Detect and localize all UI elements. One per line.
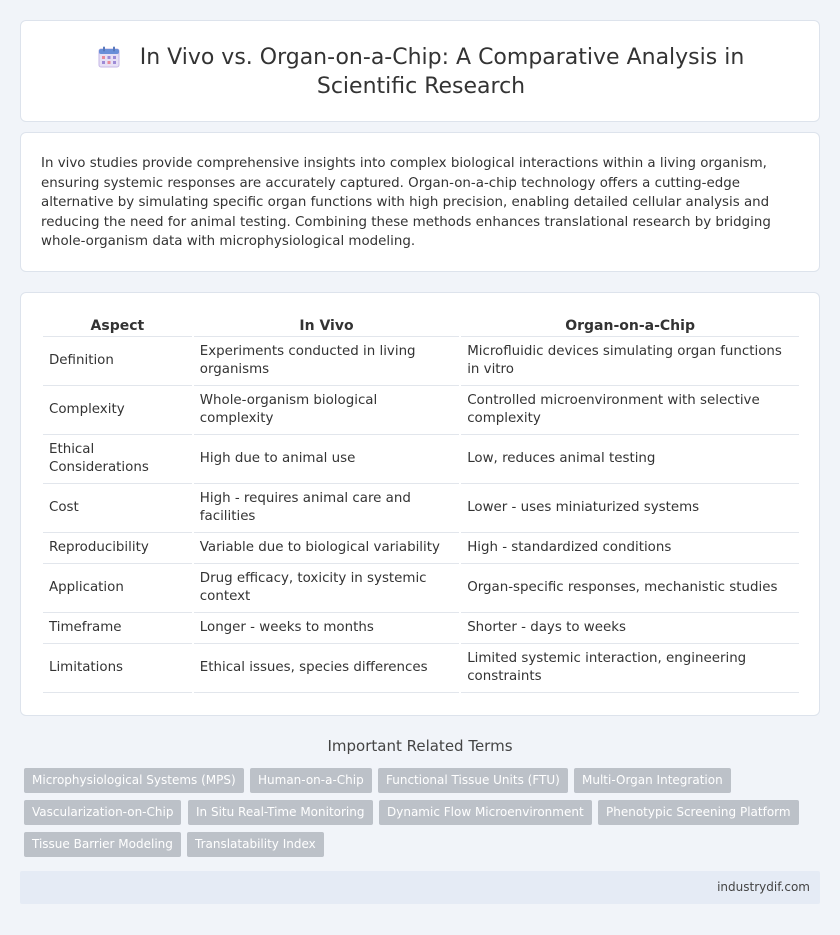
tag-human-on-a-chip[interactable]: Human-on-a-Chip — [250, 768, 372, 793]
footer — [20, 871, 820, 904]
table-cell-aspect: Ethical Considerations — [43, 435, 192, 484]
table-row — [43, 644, 799, 693]
tag-translatability-index[interactable]: Translatability Index — [187, 832, 324, 857]
page-title-text: In Vivo vs. Organ-on-a-Chip: A Comparative Analysis in Scientific Research — [139, 45, 745, 99]
tag-tissue-barrier-modeling[interactable]: Tissue Barrier Modeling — [24, 832, 181, 857]
table-header-row — [43, 315, 799, 337]
related-terms-title: Important Related Terms — [327, 737, 513, 755]
page-title — [21, 43, 821, 101]
table-cell-aspect: Cost — [43, 484, 192, 533]
table-cell-aspect: Definition — [43, 337, 192, 386]
table-cell-in-vivo: Experiments conducted in living organisms — [194, 337, 459, 386]
table-cell-organ-on-a-chip: Low, reduces animal testing — [461, 435, 799, 484]
tag-phenotypic-screening-platform[interactable]: Phenotypic Screening Platform — [598, 800, 799, 825]
table-cell-aspect: Reproducibility — [43, 533, 192, 564]
table-cell-in-vivo: High due to animal use — [194, 435, 459, 484]
table-cell-aspect: Limitations — [43, 644, 192, 693]
table-cell-organ-on-a-chip: Organ-specific responses, mechanistic studies — [461, 564, 799, 613]
column-header-organ-on-a-chip: Organ-on-a-Chip — [461, 315, 799, 337]
table-cell-aspect: Application — [43, 564, 192, 613]
table-row — [43, 613, 799, 644]
table-row — [43, 435, 799, 484]
table-row — [43, 337, 799, 386]
table-row — [43, 386, 799, 435]
header-card — [20, 20, 820, 122]
table-cell-in-vivo: Variable due to biological variability — [194, 533, 459, 564]
table-row — [43, 533, 799, 564]
table-cell-in-vivo: Ethical issues, species differences — [194, 644, 459, 693]
table-row — [43, 484, 799, 533]
tag-multi-organ-integration[interactable]: Multi-Organ Integration — [574, 768, 731, 793]
footer-site-link[interactable]: industrydif.com — [717, 880, 810, 894]
table-cell-in-vivo: Whole-organism biological complexity — [194, 386, 459, 435]
column-header-in-vivo: In Vivo — [194, 315, 459, 337]
column-header-aspect: Aspect — [43, 315, 192, 337]
tag-dynamic-flow-microenvironment[interactable]: Dynamic Flow Microenvironment — [379, 800, 592, 825]
tag-functional-tissue-units[interactable]: Functional Tissue Units (FTU) — [378, 768, 568, 793]
table-cell-aspect: Timeframe — [43, 613, 192, 644]
table-cell-organ-on-a-chip: Shorter - days to weeks — [461, 613, 799, 644]
title-wrap — [21, 43, 821, 101]
table-cell-organ-on-a-chip: Lower - uses miniaturized systems — [461, 484, 799, 533]
intro-card — [20, 132, 820, 272]
calendar-icon — [98, 46, 120, 68]
table-cell-in-vivo: Longer - weeks to months — [194, 613, 459, 644]
table-cell-organ-on-a-chip: Limited systemic interaction, engineering constraints — [461, 644, 799, 693]
intro-paragraph: In vivo studies provide comprehensive insights into complex biological interactions within a living organism, ensuring systemic responses are accurately captured. Organ-on-a-chip technology offers a cutting-edge alternative by simulating specific organ functions with high precision, enabling detailed cellular analysis and reducing the need for animal testing. Combining these methods enhances translational research by bridging whole-organism data with microphysiological modeling. — [41, 156, 771, 249]
table-cell-organ-on-a-chip: High - standardized conditions — [461, 533, 799, 564]
tag-vascularization-on-chip[interactable]: Vascularization-on-Chip — [24, 800, 181, 825]
tag-microphysiological-systems[interactable]: Microphysiological Systems (MPS) — [24, 768, 244, 793]
table-row — [43, 564, 799, 613]
comparison-table — [41, 315, 801, 693]
table-cell-in-vivo: Drug efficacy, toxicity in systemic context — [194, 564, 459, 613]
table-cell-aspect: Complexity — [43, 386, 192, 435]
tag-in-situ-real-time-monitoring[interactable]: In Situ Real-Time Monitoring — [188, 800, 373, 825]
table-cell-organ-on-a-chip: Microfluidic devices simulating organ functions in vitro — [461, 337, 799, 386]
table-cell-organ-on-a-chip: Controlled microenvironment with selective complexity — [461, 386, 799, 435]
comparison-table-card — [20, 292, 820, 716]
table-cell-in-vivo: High - requires animal care and facilities — [194, 484, 459, 533]
